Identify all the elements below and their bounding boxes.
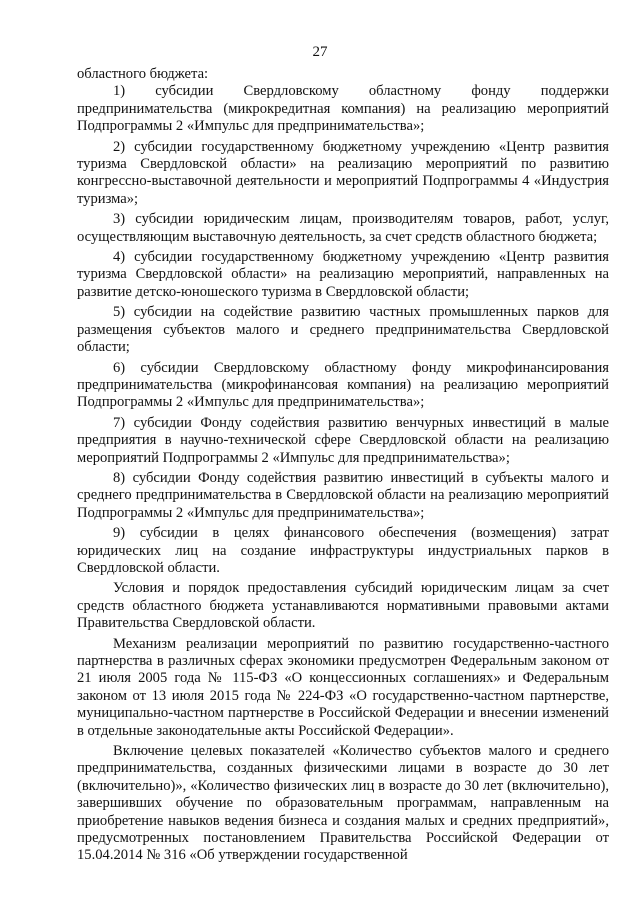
paragraph-conditions: Условия и порядок предоставления субсидий юридическим лицам за счет средств областного бюджета устанавливаются нормативными правовыми актами Правительства Свердловской области. — [77, 580, 609, 632]
paragraph-intro: областного бюджета: — [77, 66, 209, 82]
paragraph-mechanism: Механизм реализации мероприятий по развитию государственно-частного партнерства в различных сферах экономики предусмотрен Федеральным законом от 21 июля 2005 года № 115-ФЗ «О концессионных соглашениях» и Федеральным законом от 13 июля 2015 года № 224-ФЗ «О государственно-частном партнерстве, муниципально-частном партнерстве в Российской Федерации и внесении изменений в отдельные законодательные акты Российской Федерации». — [77, 635, 609, 739]
list-item-8: 8) субсидии Фонду содействия развитию инвестиций в субъекты малого и среднего предпринимательства в Свердловской области на реализацию мероприятий Подпрограммы 2 «Импульс для предпринимательства»; — [77, 469, 609, 521]
list-item-7: 7) субсидии Фонду содействия развитию венчурных инвестиций в малые предприятия в научно-технической сфере Свердловской области на реализацию мероприятий Подпрограммы 2 «Импульс для предпринимательства»; — [77, 414, 609, 466]
list-item-5: 5) субсидии на содействие развитию частных промышленных парков для размещения субъектов малого и среднего предпринимательства Свердловской области; — [77, 304, 609, 356]
list-item-6: 6) субсидии Свердловскому областному фонду микрофинансирования предпринимательства (микрофинансовая компания) на реализацию мероприятий Подпрограммы 2 «Импульс для предпринимательства»; — [77, 359, 609, 411]
paragraph-indicators: Включение целевых показателей «Количество субъектов малого и среднего предпринимательства, созданных физическими лицами в возрасте до 30 лет (включительно)», «Количество физических лиц в возрасте до 30 лет (включительно), завершивших обучение по образовательным программам, направленным на приобретение навыков ведения бизнеса и создания малых и средних предприятий», предусмотренных постановлением Правительства Российской Федерации от 15.04.2014 № 316 «Об утверждении государственной — [77, 743, 609, 864]
list-item-4: 4) субсидии государственному бюджетному учреждению «Центр развития туризма Свердловской области» на реализацию мероприятий, направленных на развитие детско-юношеского туризма в Свердловской области; — [77, 249, 609, 300]
document-body — [77, 66, 609, 865]
list-item-2: 2) субсидии государственному бюджетному учреждению «Центр развития туризма Свердловской области» на реализацию мероприятий по развитию конгрессно-выставочной деятельности и мероприятий Подпрограммы 4 «Индустрия туризма»; — [77, 138, 609, 207]
list-item-9: 9) субсидии в целях финансового обеспечения (возмещения) затрат юридических лиц на создание инфраструктуры индустриальных парков в Свердловской области. — [77, 525, 609, 576]
page-number: 27 — [312, 44, 328, 60]
list-item-1: 1) субсидии Свердловскому областному фонду поддержки предпринимательства (микрокредитная компания) на реализацию мероприятий Подпрограммы 2 «Импульс для предпринимательства»; — [77, 83, 609, 135]
list-item-3: 3) субсидии юридическим лицам, производителям товаров, работ, услуг, осуществляющим выставочную деятельность, за счет средств областного бюджета; — [77, 211, 609, 245]
